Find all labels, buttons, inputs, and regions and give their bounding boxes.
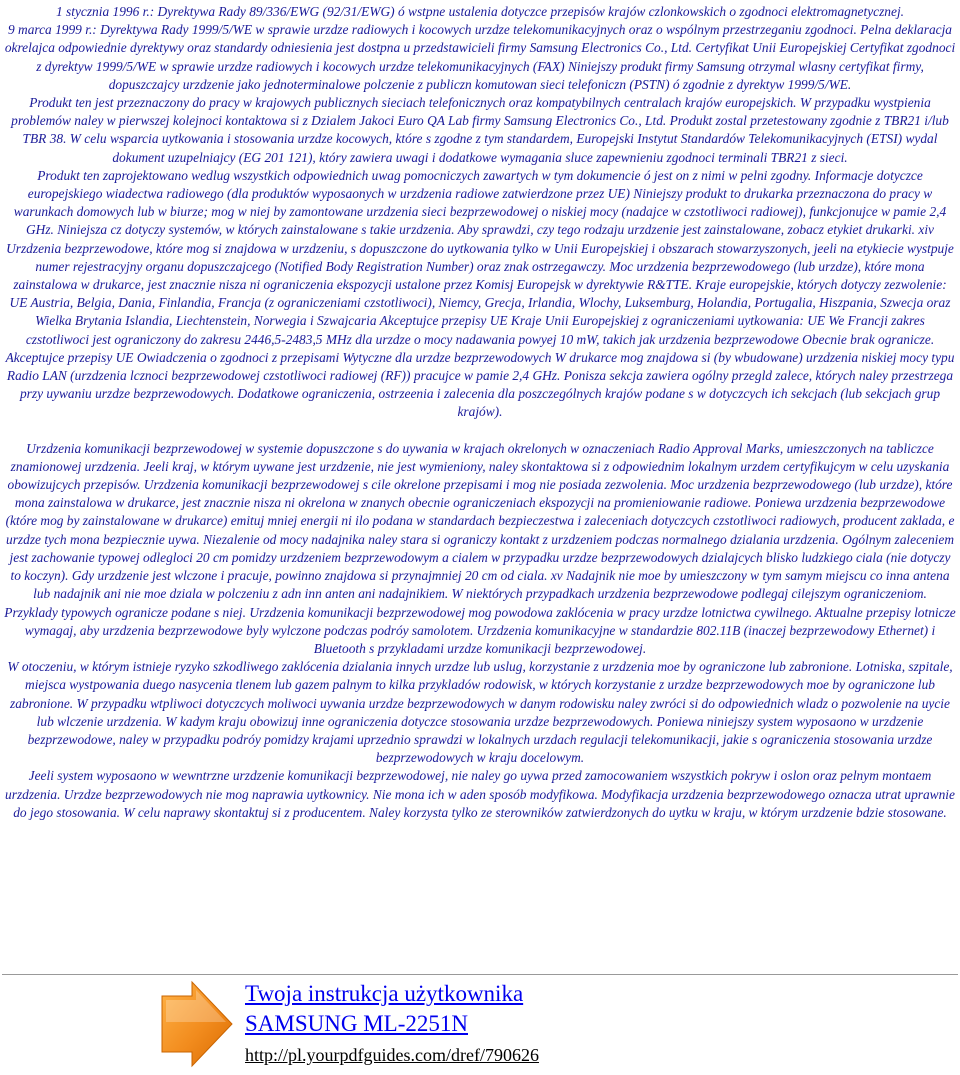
paragraph-directive-1996: 1 stycznia 1996 r.: Dyrektywa Rady 89/336/EWG (92/31/EWG) ó wstpne ustalenia dotyczce przepisów krajów czlonkowskich o zgodnoci elektromagnetycznej.: [55, 4, 905, 19]
footer: [0, 975, 960, 1072]
model-name-link[interactable]: SAMSUNG ML-2251N: [245, 1011, 468, 1036]
paragraph-aviation-examples: Przyklady typowych ogranicze podane s niej. Urzdzenia komunikacji bezprzewodowej mog powodowa zaklócenia w pracy urzdze lotnictwa cywilnego. Aktualne przepisy lotnicze wymagaj, aby urzdzenia bezprzewodowe byly wylczone podczas podróy samolotem. Urzdzenia komunikacyjne w standardzie 802.11B (inaczej bezprzewodowy Ethernet) i Bluetooth s przykladami urzdze komunikacji bezprzewodowej.: [4, 604, 956, 656]
manual-url-link[interactable]: http://pl.yourpdfguides.com/dref/790626: [245, 1045, 539, 1065]
manual-title-link[interactable]: Twoja instrukcja użytkownika: [245, 981, 524, 1006]
paragraph-radio-certificate: Produkt ten zaprojektowano wedlug wszystkich odpowiednich uwag pomocniczych zawartych w tym dokumencie ó jest on z nimi w pelni zgodny. Informacje dotyczce europejskiego wiadectwa radiowego (dla produktów wyposaonych w urzdzenia radiowe zatwierdzone przez UE) Niniejszy produkt to drukarka przeznaczona do pracy w warunkach domowych lub w biurze; mog w niej by zamontowane urzdzenia sieci bezprzewodowej o niskiej mocy (nadajce w czstotliwoci radiowej), funkcjonujce w pamie 2,4 GHz. Niniejsza cz dotyczy systemów, w których zainstalowane s takie urzdzenia. Aby sprawdzi, czy tego rodzaju urzdzenie jest zainstalowane, zobacz etykiet drukarki. xiv Urzdzenia bezprzewodowe, które mog si znajdowa w urzdzeniu, s dopuszczone do uytkowania tylko w Unii Europejskiej i obszarach stowarzyszonych, jeeli na etykiecie wystpuje numer rejestracyjny organu dopuszczajcego (Notified Body Registration Number) oraz znak ostrzegawczy. Moc urzdzenia bezprzewodowego (lub urzdze), które mona zainstalowa w drukarce, jest znacznie nisza ni ograniczenia ekspozycji ustalone przez Komisj Europejsk w dyrektywie R&TTE. Kraje europejskie, których dotyczy zezwolenie: UE Austria, Belgia, Dania, Finlandia, Francja (z ograniczeniami czstotliwoci), Niemcy, Grecja, Irlandia, Wlochy, Luksemburg, Holandia, Portugalia, Hiszpania, Szwecja oraz Wielka Brytania Islandia, Liechtenstein, Norwegia i Szwajcaria Akceptujce przepisy UE Kraje Unii Europejskiej z ograniczeniami uytkowania: UE We Francji zakres czstotliwoci jest ograniczony do zakresu 2446,5-2483,5 MHz dla urzdze o mocy nadawania powyej 10 mW, takich jak urzdzenia bezprzewodowe Obecnie brak ogranicze. Akceptujce przepisy UE Owiadczenia o zgodnoci z przepisami Wytyczne dla urzdze bezprzewodowych W drukarce mog znajdowa si (by wbudowane) urzdzenia niskiej mocy typu Radio LAN (urzdzenia lcznoci bezprzewodowej czstotliwoci radiowej (RF)) pracujce w pamie 2,4 GHz. Ponisza sekcja zawiera ogólny przegld zalece, których naley przestrzega przy uywaniu urzdze bezprzewodowych. Dodatkowe ograniczenia, ostrzeenia i zalecenia dla poszczególnych krajów podane s w dotyczcych ich sekcjach (lub sekcjach grup krajów).: [5, 167, 955, 420]
orange-arrow-icon: [158, 980, 236, 1070]
paragraph-installation-warnings: Jeeli system wyposaono w wewntrzne urzdzenie komunikacji bezprzewodowej, nie naley go uywa przed zamocowaniem wszystkich pokryw i oslon oraz pelnym montaem urzdzenia. Urzdze bezprzewodowych nie mog naprawia uytkownicy. Nie mona ich w aden sposób modyfikowa. Modyfikacja urzdzenia bezprzewodowego oznacza utrat uprawnie do jego stosowania. W celu naprawy skontaktuj si z producentem. Naley korzysta tylko ze sterowników zatwierdzonych do uytku w kraju, w którym urzdzenie bdzie stosowane.: [5, 768, 955, 820]
document-body: [4, 3, 956, 822]
paragraph-network-compatibility: Produkt ten jest przeznaczony do pracy w krajowych publicznych sieciach telefonicznych oraz kompatybilnych centralach krajów europejskich. W przypadku wystpienia problemów naley w pierwszej kolejnoci kontaktowa si z Dzialem Jakoci Euro QA Lab firmy Samsung Electronics Co., Ltd. Produkt zostal przetestowany zgodnie z TBR21 i/lub TBR 38. W celu wsparcia uytkowania i stosowania urzdze kocowych, które s zgodne z tym standardem, Europejski Instytut Standardów Telekomunikacyjnych (ETSI) wydal dokument uzupelniajcy (EG 201 121), który zawiera uwagi i dodatkowe wymagania sluce zapewnieniu zgodnoci terminali TBR21 z sieci.: [11, 95, 949, 165]
paragraph-wireless-usage: Urzdzenia komunikacji bezprzewodowej w systemie dopuszczone s do uywania w krajach okrelonych w oznaczeniach Radio Approval Marks, umieszczonych na tabliczce znamionowej urzdzenia. Jeeli kraj, w którym uywane jest urzdzenie, nie jest wymieniony, naley skontaktowa si z odpowiednim lokalnym urzdem certyfikujcym w celu uzyskania obowizujcych przepisów. Urzdzenia komunikacji bezprzewodowej s cile okrelone przepisami i mog nie posiada zezwolenia. Moc urzdzenia bezprzewodowego (lub urzdze), które mona zainstalowa w drukarce, jest znacznie nisza ni okrelona w znanych obecnie ograniczeniach ekspozycji na promieniowanie radiowe. Poniewa urzdzenia bezprzewodowe (które mog by zainstalowane w drukarce) emituj mniej energii ni ilo podana w standardach bezpieczestwa i zaleceniach dotyczcych czstotliwoci radiowych, producent zaklada, e urzdze tych mona bezpiecznie uywa. Niezalenie od mocy nadajnika naley stara si ograniczy kontakt z urzdzeniem podczas normalnego dzialania urzdzenia. Ogólnym zaleceniem jest zachowanie typowej odlegloci 20 cm pomidzy urzdzeniem bezprzewodowym a cialem w przypadku urzdze bezprzewodowych dzialajcych blisko ludzkiego ciala (nie dotyczy to koczyn). Gdy urzdzenie jest wlczone i pracuje, powinno znajdowa si przynajmniej 20 cm od ciala. xv Nadajnik nie moe by umieszczony w tym samym miejscu co inna antena lub nadajnik ani nie moe dziala w polczeniu z adn inn anten ani nadajnikiem. W niektórych przypadkach urzdzenia bezprzewodowe podlegaj cilejszym ograniczeniom.: [5, 440, 955, 602]
paragraph-directive-1999: 9 marca 1999 r.: Dyrektywa Rady 1999/5/WE w sprawie urzdze radiowych i kocowych urzdze telekomunikacyjnych oraz o wspólnym przestrzeganiu zgodnoci. Pelna deklaracja okrelajca odpowiednie dyrektywy oraz standardy odniesienia jest dostpna u przedstawicieli firmy Samsung Electronics Co., Ltd. Certyfikat Unii Europejskiej Certyfikat zgodnoci z dyrektyw 1999/5/WE w sprawie urzdze radiowych i kocowych urzdze telekomunikacyjnych (FAX) Niniejszy produkt firmy Samsung otrzymal wlasny certyfikat firmy, dopuszczajcy urzdzenie jako jednoterminalowe polczenie z publiczn komutowan sieci telefoniczn (PSTN) ó zgodnie z dyrektyw 1999/5/WE.: [4, 22, 956, 92]
paragraph-gap: [4, 422, 956, 440]
paragraph-interference-restrictions: W otoczeniu, w którym istnieje ryzyko szkodliwego zaklócenia dzialania innych urzdze lub uslug, korzystanie z urzdzenia moe by ograniczone lub zabronione. Lotniska, szpitale, miejsca wystpowania duego nasycenia tlenem lub gazem palnym to kilka przykladów rodowisk, w których korzystanie z urzdze bezprzewodowych moe by ograniczone lub zabronione. W przypadku wtpliwoci dotyczcych moliwoci uywania urzdze bezprzewodowych w danym rodowisku naley zwróci si do odpowiednich wladz o pozwolenie na uycie lub wlczenie urzdzenia. W kadym kraju obowizuj inne ograniczenia dotyczce stosowania urzdze bezprzewodowych. Poniewa niniejszy system wyposaono w urzdzenie bezprzewodowe, naley w przypadku podróy pomidzy krajami uprzednio sprawdzi w lokalnych urzdach regulacji telekomunikacji, jakie s ograniczenia stosowania urzdze bezprzewodowych w kraju docelowym.: [7, 659, 953, 766]
